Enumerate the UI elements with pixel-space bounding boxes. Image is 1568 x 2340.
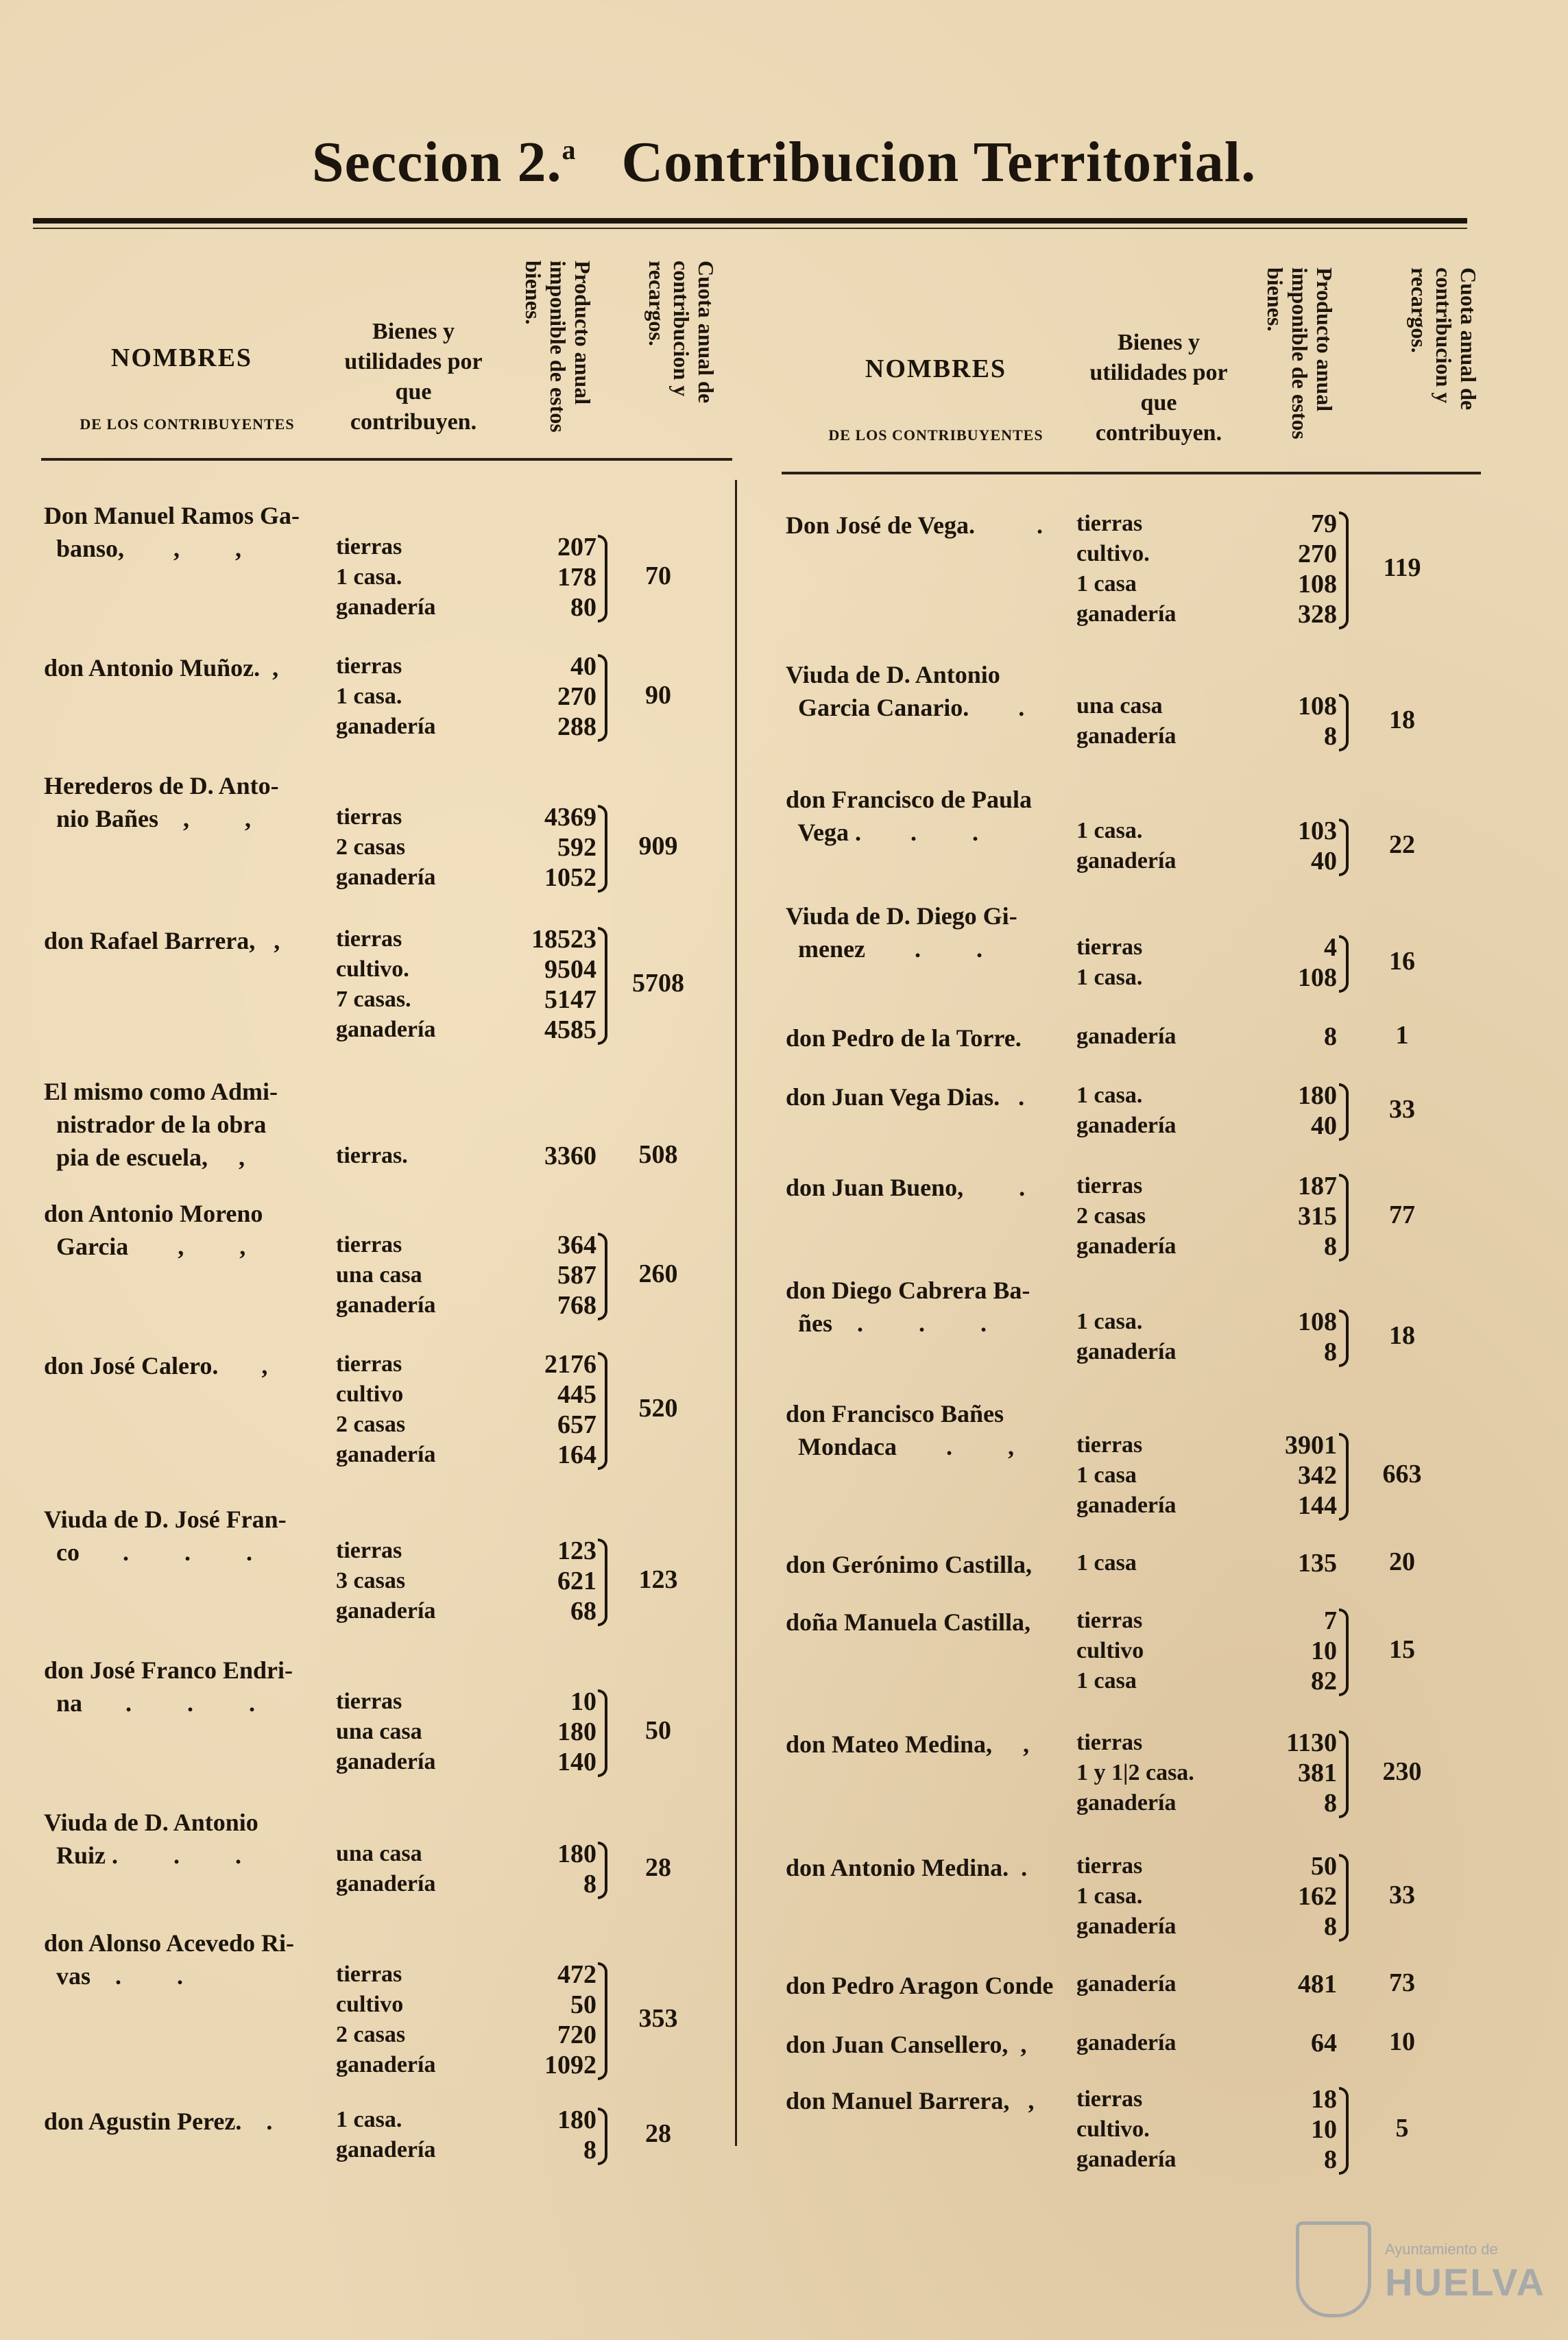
left-producto-header: Producto anual imponible de estos bienes. bbox=[521, 261, 595, 433]
right-grouping-brace bbox=[1339, 2087, 1349, 2175]
left-producto-value: 8 bbox=[583, 2136, 596, 2164]
left-bien-item: ganadería bbox=[336, 1017, 436, 1042]
right-bien-item: 1 casa bbox=[1076, 1462, 1137, 1488]
right-bien-item: 1 casa. bbox=[1076, 1883, 1143, 1909]
right-cuota-value: 16 bbox=[1389, 947, 1415, 976]
left-cuota-value: 353 bbox=[638, 2004, 678, 2033]
left-contributor-name: don Rafael Barrera, , bbox=[44, 927, 280, 954]
left-bien-item: 1 casa. bbox=[336, 564, 402, 590]
left-contributor-name: Herederos de D. Anto- nio Bañes , , bbox=[44, 772, 279, 832]
page-title bbox=[0, 129, 1568, 195]
right-producto-value: 108 bbox=[1298, 963, 1337, 992]
left-contributor-name: don Antonio Muñoz. , bbox=[44, 654, 279, 682]
right-producto-value: 270 bbox=[1298, 540, 1337, 568]
right-grouping-brace bbox=[1339, 1608, 1349, 1696]
left-bien-item: una casa bbox=[336, 1841, 422, 1866]
right-contributor-name: don Gerónimo Castilla, bbox=[786, 1551, 1033, 1578]
right-grouping-brace bbox=[1339, 1310, 1349, 1367]
left-producto-value: 720 bbox=[557, 2021, 596, 2049]
left-bien-item: ganadería bbox=[336, 714, 436, 739]
right-cuota-value: 230 bbox=[1382, 1757, 1422, 1786]
right-producto-value: 8 bbox=[1324, 1022, 1337, 1051]
right-producto-value: 4 bbox=[1324, 933, 1337, 962]
left-bien-item: una casa bbox=[336, 1719, 422, 1744]
right-producto-value: 40 bbox=[1311, 847, 1337, 876]
left-bien-item: tierras bbox=[336, 534, 402, 559]
right-bien-item: 1 casa. bbox=[1076, 1083, 1143, 1108]
left-cuota-value: 520 bbox=[638, 1394, 678, 1423]
right-grouping-brace bbox=[1339, 1174, 1349, 1262]
right-producto-value: 10 bbox=[1311, 1637, 1337, 1665]
right-bien-item: tierras bbox=[1076, 1608, 1143, 1633]
left-bien-item: cultivo. bbox=[336, 956, 409, 982]
right-bien-item: ganadería bbox=[1076, 601, 1177, 627]
right-bien-item: ganadería bbox=[1076, 1790, 1177, 1816]
left-grouping-brace bbox=[598, 654, 607, 742]
left-producto-value: 180 bbox=[557, 2106, 596, 2134]
right-producto-value: 18 bbox=[1311, 2085, 1337, 2114]
right-contributor-name: Viuda de D. Diego Gi- menez . . bbox=[786, 902, 1017, 963]
right-producto-value: 82 bbox=[1311, 1667, 1337, 1696]
left-producto-value: 4585 bbox=[544, 1015, 596, 1044]
right-bien-item: 1 casa bbox=[1076, 571, 1137, 596]
right-cuota-value: 33 bbox=[1389, 1095, 1415, 1124]
right-producto-value: 8 bbox=[1324, 1338, 1337, 1366]
section-label: Seccion 2. bbox=[311, 130, 562, 194]
right-bien-item: ganadería bbox=[1076, 1024, 1177, 1049]
left-bien-item: ganadería bbox=[336, 594, 436, 620]
right-producto-value: 135 bbox=[1298, 1549, 1337, 1578]
right-bien-item: tierras bbox=[1076, 1730, 1143, 1755]
right-contributor-name: don Diego Cabrera Ba- ñes . . . bbox=[786, 1277, 1030, 1337]
right-contributor-name: don Pedro Aragon Conde bbox=[786, 1972, 1054, 1999]
right-bien-item: ganadería bbox=[1076, 1493, 1177, 1518]
left-bien-item: tierras bbox=[336, 1351, 402, 1377]
left-producto-value: 621 bbox=[557, 1567, 596, 1595]
right-grouping-brace bbox=[1339, 1730, 1349, 1818]
right-producto-value: 3901 bbox=[1285, 1431, 1337, 1460]
left-producto-value: 80 bbox=[570, 593, 596, 622]
left-grouping-brace bbox=[598, 927, 607, 1045]
left-producto-value: 270 bbox=[557, 682, 596, 711]
left-grouping-brace bbox=[598, 2108, 607, 2165]
left-producto-value: 123 bbox=[557, 1536, 596, 1565]
right-bien-item: 1 casa. bbox=[1076, 1309, 1143, 1334]
left-cuota-header: Cuota anual de contribucion y recargos. bbox=[644, 261, 719, 404]
right-cuota-value: 15 bbox=[1389, 1635, 1415, 1664]
left-grouping-brace bbox=[598, 1689, 607, 1777]
right-producto-value: 315 bbox=[1298, 1202, 1337, 1231]
right-grouping-brace bbox=[1339, 1433, 1349, 1521]
left-grouping-brace bbox=[598, 1539, 607, 1626]
right-contributor-name: don Antonio Medina. . bbox=[786, 1854, 1028, 1881]
right-producto-value: 180 bbox=[1298, 1081, 1337, 1110]
right-cuota-value: 18 bbox=[1389, 705, 1415, 734]
right-bien-item: ganadería bbox=[1076, 2030, 1177, 2055]
right-contributor-name: don Juan Vega Dias. . bbox=[786, 1083, 1025, 1111]
left-bien-item: tierras. bbox=[336, 1143, 408, 1168]
left-grouping-brace bbox=[598, 1233, 607, 1320]
right-producto-value: 8 bbox=[1324, 1789, 1337, 1818]
left-contributor-name: Viuda de D. José Fran- co . . . bbox=[44, 1506, 287, 1566]
header-rule-thin bbox=[33, 228, 1467, 229]
left-producto-value: 768 bbox=[557, 1291, 596, 1320]
right-bienes-header: Bienes y utilidades por que contribuyen. bbox=[1089, 330, 1228, 446]
left-contributor-name: don José Franco Endri- na . . . bbox=[44, 1656, 293, 1717]
right-header-rule bbox=[782, 472, 1481, 474]
right-producto-value: 108 bbox=[1298, 692, 1337, 721]
left-producto-value: 140 bbox=[557, 1748, 596, 1776]
right-grouping-brace bbox=[1339, 1854, 1349, 1942]
left-bien-item: 2 casas bbox=[336, 1412, 406, 1437]
left-grouping-brace bbox=[598, 1352, 607, 1470]
right-bien-item: tierras bbox=[1076, 1853, 1143, 1879]
right-bien-item: 1 y 1|2 casa. bbox=[1076, 1760, 1194, 1785]
right-bien-item: tierras bbox=[1076, 934, 1143, 960]
left-producto-value: 587 bbox=[557, 1261, 596, 1290]
left-contributor-name: El mismo como Admi- nistrador de la obra pia de escuela, , bbox=[44, 1078, 278, 1171]
left-nombres-header: NOMBRES bbox=[110, 343, 253, 372]
right-contributor-name: don Francisco de Paula Vega . . . bbox=[786, 786, 1033, 846]
right-contributor-name: don Juan Cansellero, , bbox=[786, 2031, 1027, 2058]
left-producto-value: 180 bbox=[557, 1717, 596, 1746]
left-producto-value: 207 bbox=[557, 533, 596, 562]
left-bien-item: tierras bbox=[336, 1538, 402, 1563]
right-bien-item: 1 casa bbox=[1076, 1668, 1137, 1693]
right-bien-item: tierras bbox=[1076, 511, 1143, 536]
left-producto-value: 178 bbox=[557, 563, 596, 592]
right-contributor-name: don Juan Bueno, . bbox=[786, 1174, 1026, 1201]
right-contributor-name: don Pedro de la Torre. bbox=[786, 1024, 1022, 1052]
left-bienes-header: Bienes y utilidades por que contribuyen. bbox=[344, 319, 483, 435]
left-producto-value: 1092 bbox=[544, 2051, 596, 2079]
right-producto-header: Producto anual imponible de estos bienes. bbox=[1263, 267, 1337, 439]
right-producto-value: 7 bbox=[1324, 1606, 1337, 1635]
right-bien-item: cultivo bbox=[1076, 1638, 1144, 1663]
left-producto-value: 445 bbox=[557, 1380, 596, 1409]
left-producto-value: 8 bbox=[583, 1870, 596, 1898]
left-producto-value: 592 bbox=[557, 833, 596, 862]
left-bien-item: 1 casa. bbox=[336, 684, 402, 709]
right-cuota-value: 18 bbox=[1389, 1321, 1415, 1350]
left-bien-item: 2 casas bbox=[336, 834, 406, 860]
left-bien-item: 3 casas bbox=[336, 1568, 406, 1593]
right-contributor-name: don Mateo Medina, , bbox=[786, 1730, 1029, 1758]
right-producto-value: 50 bbox=[1311, 1852, 1337, 1881]
left-contribuyentes-header: DE LOS CONTRIBUYENTES bbox=[80, 415, 295, 433]
right-producto-value: 8 bbox=[1324, 722, 1337, 751]
left-cuota-value: 28 bbox=[645, 1853, 671, 1882]
left-bien-item: cultivo bbox=[336, 1382, 404, 1407]
left-producto-value: 50 bbox=[570, 1990, 596, 2019]
left-producto-value: 9504 bbox=[544, 955, 596, 984]
left-cuota-value: 90 bbox=[645, 681, 671, 710]
left-cuota-value: 28 bbox=[645, 2119, 671, 2148]
left-bien-item: ganadería bbox=[336, 1442, 436, 1467]
left-producto-value: 5147 bbox=[544, 985, 596, 1014]
left-bien-item: tierras bbox=[336, 1232, 402, 1257]
right-bien-item: ganadería bbox=[1076, 1233, 1177, 1259]
left-producto-value: 18523 bbox=[531, 925, 596, 954]
right-contributor-name: don Francisco Bañes Mondaca . , bbox=[786, 1400, 1014, 1460]
right-cuota-value: 663 bbox=[1382, 1460, 1422, 1488]
right-producto-value: 40 bbox=[1311, 1111, 1337, 1140]
left-producto-value: 2176 bbox=[544, 1350, 596, 1379]
right-bien-item: tierras bbox=[1076, 2086, 1143, 2112]
left-header-rule bbox=[41, 458, 732, 461]
right-producto-value: 328 bbox=[1298, 600, 1337, 629]
left-bien-item: ganadería bbox=[336, 2052, 436, 2077]
left-producto-value: 657 bbox=[557, 1410, 596, 1439]
right-bien-item: 1 casa. bbox=[1076, 965, 1143, 990]
left-contributor-name: don Alonso Acevedo Ri- vas . . bbox=[44, 1929, 295, 1990]
right-producto-value: 8 bbox=[1324, 2145, 1337, 2174]
section-title: Contribucion Territorial. bbox=[621, 130, 1257, 194]
right-cuota-value: 10 bbox=[1389, 2027, 1415, 2056]
left-cuota-value: 260 bbox=[638, 1259, 678, 1288]
left-cuota-value: 909 bbox=[638, 832, 678, 860]
right-bien-item: ganadería bbox=[1076, 2147, 1177, 2172]
left-producto-value: 10 bbox=[570, 1687, 596, 1716]
right-producto-value: 481 bbox=[1298, 1970, 1337, 1999]
right-producto-value: 381 bbox=[1298, 1759, 1337, 1787]
left-producto-value: 164 bbox=[557, 1440, 596, 1469]
right-bien-item: cultivo. bbox=[1076, 541, 1150, 566]
right-grouping-brace bbox=[1339, 935, 1349, 993]
right-producto-value: 162 bbox=[1298, 1882, 1337, 1911]
right-cuota-header: Cuota anual de contribucion y recargos. bbox=[1407, 267, 1481, 411]
left-bien-item: tierras bbox=[336, 653, 402, 679]
right-bien-item: ganadería bbox=[1076, 1113, 1177, 1138]
right-bien-item: ganadería bbox=[1076, 1914, 1177, 1939]
right-cuota-value: 20 bbox=[1389, 1547, 1415, 1576]
right-cuota-value: 5 bbox=[1395, 2114, 1409, 2143]
left-bien-item: 7 casas. bbox=[336, 987, 411, 1012]
stamp-big-text: HUELVA bbox=[1385, 2260, 1545, 2304]
left-producto-value: 3360 bbox=[544, 1142, 596, 1170]
right-cuota-value: 1 bbox=[1395, 1021, 1409, 1050]
right-contribuyentes-header: DE LOS CONTRIBUYENTES bbox=[828, 426, 1044, 444]
section-superscript: a bbox=[562, 134, 577, 165]
right-contributor-name: Viuda de D. Antonio Garcia Canario. . bbox=[786, 661, 1025, 721]
left-cuota-value: 5708 bbox=[632, 969, 684, 998]
left-contributor-name: don José Calero. , bbox=[44, 1352, 268, 1379]
right-producto-value: 8 bbox=[1324, 1912, 1337, 1941]
right-contributor-name: Don José de Vega. . bbox=[786, 511, 1044, 539]
left-cuota-value: 123 bbox=[638, 1565, 678, 1594]
left-bien-item: ganadería bbox=[336, 1292, 436, 1318]
right-bien-item: cultivo. bbox=[1076, 2116, 1150, 2142]
left-producto-value: 364 bbox=[557, 1231, 596, 1259]
right-grouping-brace bbox=[1339, 819, 1349, 876]
header-rule bbox=[33, 218, 1467, 224]
right-bien-item: 1 casa bbox=[1076, 1550, 1137, 1576]
right-nombres-header: NOMBRES bbox=[865, 354, 1007, 383]
left-producto-value: 288 bbox=[557, 712, 596, 741]
left-grouping-brace bbox=[598, 805, 607, 893]
left-bien-item: ganadería bbox=[336, 865, 436, 890]
right-bien-item: tierras bbox=[1076, 1432, 1143, 1458]
left-bien-item: ganadería bbox=[336, 2137, 436, 2162]
column-divider bbox=[735, 480, 737, 2146]
right-producto-value: 144 bbox=[1298, 1491, 1337, 1520]
right-cuota-value: 119 bbox=[1383, 553, 1421, 582]
right-bien-item: ganadería bbox=[1076, 1339, 1177, 1364]
right-cuota-value: 22 bbox=[1389, 830, 1415, 859]
right-bien-item: una casa bbox=[1076, 693, 1163, 719]
left-producto-value: 1052 bbox=[544, 863, 596, 892]
right-producto-value: 8 bbox=[1324, 1232, 1337, 1261]
right-bien-item: tierras bbox=[1076, 1173, 1143, 1198]
left-producto-value: 40 bbox=[570, 652, 596, 681]
left-bien-item: ganadería bbox=[336, 1598, 436, 1624]
right-bien-item: 1 casa. bbox=[1076, 818, 1143, 843]
right-grouping-brace bbox=[1339, 1083, 1349, 1141]
right-bien-item: ganadería bbox=[1076, 1971, 1177, 1997]
right-contributor-name: don Manuel Barrera, , bbox=[786, 2087, 1035, 2114]
right-grouping-brace bbox=[1339, 694, 1349, 751]
right-producto-value: 103 bbox=[1298, 817, 1337, 845]
left-bien-item: tierras bbox=[336, 1962, 402, 1987]
right-bien-item: ganadería bbox=[1076, 723, 1177, 749]
left-bien-item: tierras bbox=[336, 1689, 402, 1714]
left-bien-item: ganadería bbox=[336, 1871, 436, 1896]
left-bien-item: 1 casa. bbox=[336, 2107, 402, 2132]
left-contributor-name: don Antonio Moreno Garcia , , bbox=[44, 1200, 263, 1260]
left-bien-item: tierras bbox=[336, 804, 402, 830]
right-bien-item: ganadería bbox=[1076, 848, 1177, 873]
right-producto-value: 108 bbox=[1298, 1307, 1337, 1336]
coat-of-arms-icon bbox=[1296, 2221, 1371, 2317]
right-producto-value: 1130 bbox=[1286, 1728, 1337, 1757]
left-grouping-brace bbox=[598, 1962, 607, 2080]
left-producto-value: 4369 bbox=[544, 803, 596, 832]
left-bien-item: una casa bbox=[336, 1262, 422, 1288]
stamp-small-text: Ayuntamiento de bbox=[1385, 2241, 1498, 2258]
right-cuota-value: 33 bbox=[1389, 1881, 1415, 1909]
right-bien-item: 2 casas bbox=[1076, 1203, 1146, 1229]
left-bien-item: ganadería bbox=[336, 1749, 436, 1774]
right-cuota-value: 77 bbox=[1389, 1201, 1415, 1229]
left-grouping-brace bbox=[598, 535, 607, 623]
left-contributor-name: Don Manuel Ramos Ga- banso, , , bbox=[44, 502, 300, 562]
archive-stamp bbox=[1282, 2215, 1545, 2317]
right-contributor-name: doña Manuela Castilla, bbox=[786, 1608, 1031, 1636]
left-grouping-brace bbox=[598, 1842, 607, 1899]
left-contributor-name: Viuda de D. Antonio Ruiz . . . bbox=[44, 1809, 258, 1869]
left-cuota-value: 508 bbox=[638, 1140, 678, 1169]
left-cuota-value: 70 bbox=[645, 562, 671, 590]
right-producto-value: 79 bbox=[1311, 509, 1337, 538]
right-cuota-value: 73 bbox=[1389, 1968, 1415, 1997]
right-producto-value: 108 bbox=[1298, 570, 1337, 599]
right-producto-value: 10 bbox=[1311, 2115, 1337, 2144]
left-producto-value: 472 bbox=[557, 1960, 596, 1989]
left-bien-item: tierras bbox=[336, 926, 402, 952]
left-cuota-value: 50 bbox=[645, 1716, 671, 1745]
right-producto-value: 64 bbox=[1311, 2029, 1337, 2058]
left-producto-value: 68 bbox=[570, 1597, 596, 1626]
left-contributor-name: don Agustin Perez. . bbox=[44, 2108, 273, 2135]
right-producto-value: 342 bbox=[1298, 1461, 1337, 1490]
left-bien-item: 2 casas bbox=[336, 2022, 406, 2047]
left-bien-item: cultivo bbox=[336, 1992, 404, 2017]
right-grouping-brace bbox=[1339, 511, 1349, 629]
left-producto-value: 180 bbox=[557, 1840, 596, 1868]
right-producto-value: 187 bbox=[1298, 1172, 1337, 1201]
